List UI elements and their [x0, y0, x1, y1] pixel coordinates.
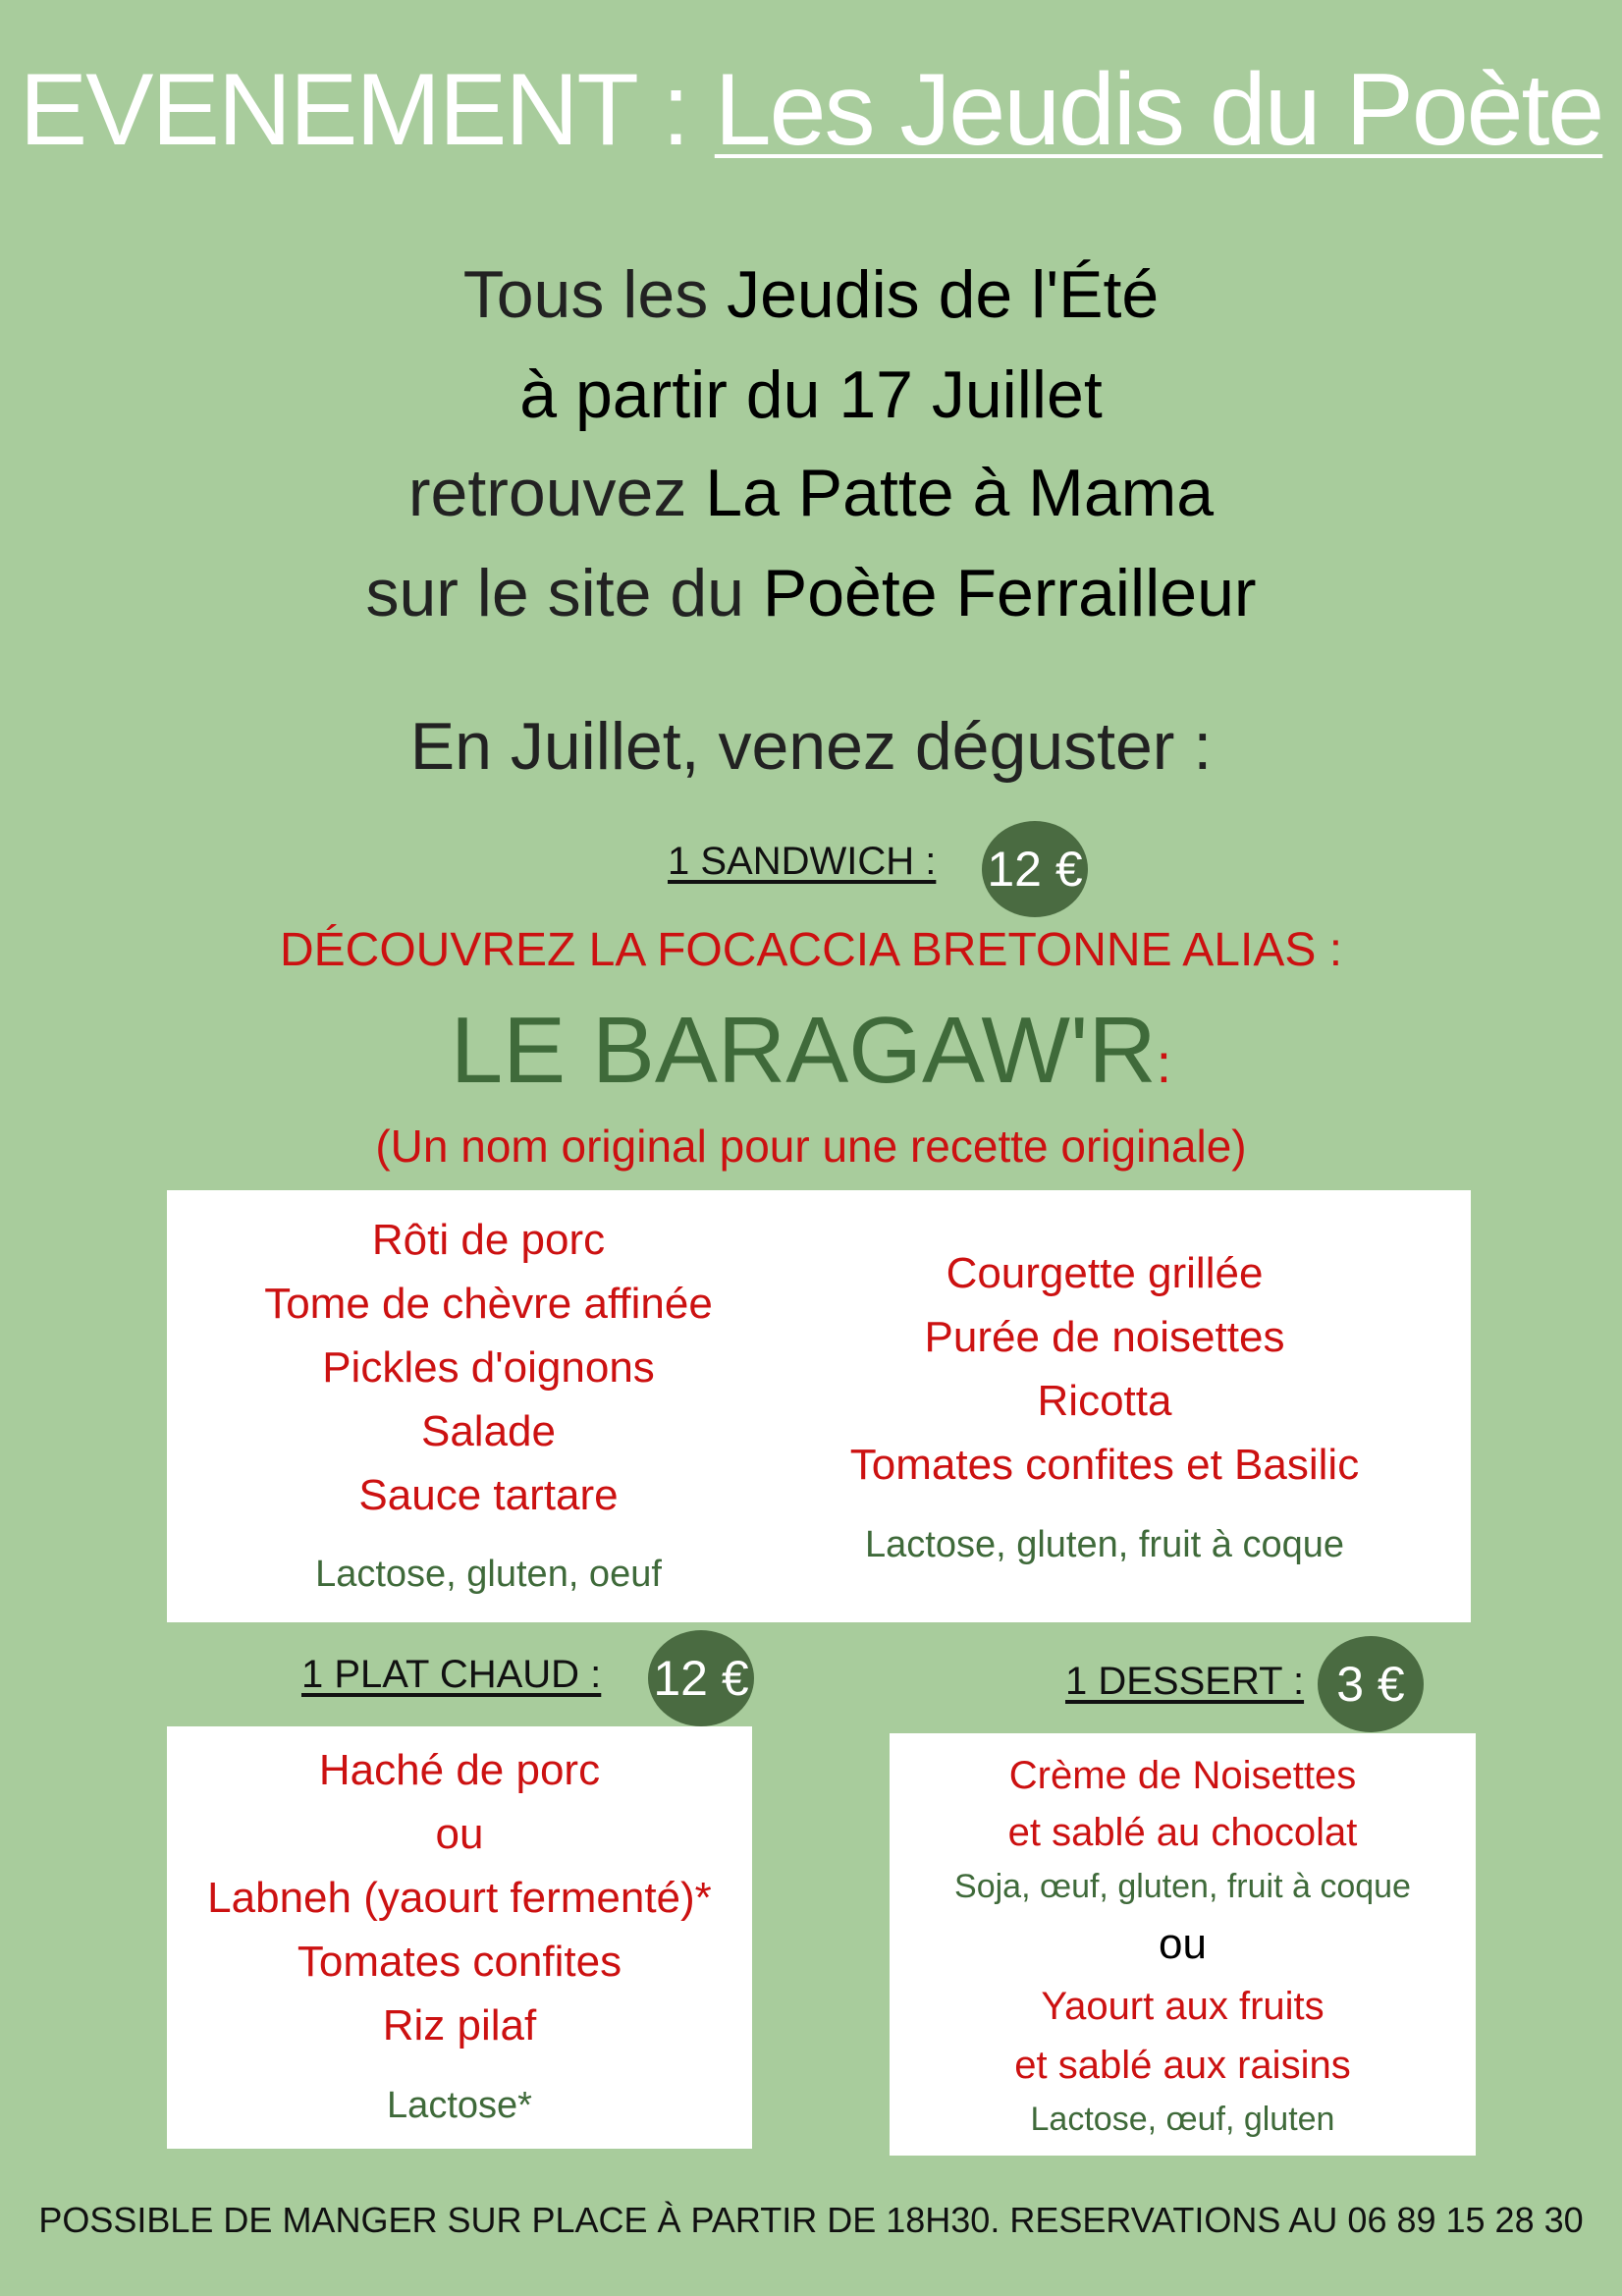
dessert-option-1-line-1: Crème de Noisettes: [1008, 1754, 1357, 1797]
dessert-option-2-line-1: Yaourt aux fruits: [1041, 1985, 1325, 2028]
dessert-option-2-allergens: Lactose, œuf, gluten: [1030, 2101, 1335, 2138]
list-item: Tome de chèvre affinée: [264, 1280, 713, 1328]
sandwich-name: [0, 997, 1622, 1105]
sandwich-tagline: (Un nom original pour une recette originale): [375, 1121, 1247, 1172]
plat-label: 1 PLAT CHAUD :: [301, 1653, 602, 1696]
focaccia-promo: DÉCOUVREZ LA FOCACCIA BRETONNE ALIAS :: [279, 924, 1343, 976]
sandwich-name-colon: :: [1156, 1032, 1172, 1094]
sandwich-label: 1 SANDWICH :: [668, 840, 937, 883]
plat-price-badge: 12 €: [648, 1630, 754, 1726]
dessert-price-badge: 3 €: [1318, 1636, 1424, 1732]
list-item: Riz pilaf: [382, 2001, 537, 2050]
list-item: Salade: [420, 1407, 556, 1455]
intro-line-1-light: Tous les: [462, 257, 709, 332]
list-item: Labneh (yaourt fermenté)*: [207, 1874, 712, 1922]
list-item: Tomates confites: [297, 1938, 622, 1986]
sandwich-right-list: [810, 1241, 1399, 1497]
intro-line-3-bold: La Patte à Mama: [705, 456, 1215, 530]
list-item: Haché de porc: [318, 1746, 601, 1794]
list-item: ou: [435, 1810, 484, 1858]
sandwich-left-list: [167, 1208, 810, 1527]
dessert-panel: [890, 1733, 1476, 2156]
dessert-option-2-line-2: et sablé aux raisins: [1014, 2044, 1351, 2087]
sandwich-left-allergens: Lactose, gluten, oeuf: [315, 1554, 662, 1595]
list-item: Tomates confites et Basilic: [849, 1441, 1360, 1489]
plat-list: [167, 1738, 752, 2057]
list-item: Sauce tartare: [358, 1471, 619, 1519]
list-item: Purée de noisettes: [924, 1313, 1285, 1361]
intro-line-4-light: sur le site du: [365, 556, 744, 630]
list-item: Ricotta: [1037, 1377, 1172, 1425]
sandwich-name-text: LE BARAGAW'R: [450, 998, 1157, 1103]
dessert-or: ou: [1159, 1920, 1207, 1968]
intro-line-1-bold: Jeudis de l'Été: [727, 257, 1160, 332]
intro-line-4-bold: Poète Ferrailleur: [762, 556, 1257, 630]
page-title: [0, 51, 1622, 169]
dessert-options: [890, 1747, 1476, 2144]
event-label: EVENEMENT :: [19, 53, 688, 167]
footer-note: POSSIBLE DE MANGER SUR PLACE À PARTIR DE 18H30. RESERVATIONS AU 06 89 15 28 30: [38, 2200, 1584, 2240]
intro-line-4: [0, 544, 1622, 642]
intro-line-1: [0, 246, 1622, 344]
intro-line-3-light: retrouvez: [407, 456, 687, 530]
intro-line-2-text: à partir du 17 Juillet: [519, 357, 1103, 432]
dessert-option-1-line-2: et sablé au chocolat: [1007, 1811, 1358, 1854]
dessert-option-1-allergens: Soja, œuf, gluten, fruit à coque: [954, 1868, 1411, 1905]
tasting-line: En Juillet, venez déguster :: [409, 709, 1213, 784]
dessert-label: 1 DESSERT :: [1065, 1660, 1305, 1703]
plat-panel: [167, 1726, 752, 2149]
list-item: Pickles d'oignons: [322, 1343, 655, 1392]
intro-line-3: [0, 444, 1622, 542]
intro-line-2: [0, 346, 1622, 444]
plat-allergens: Lactose*: [387, 2085, 532, 2126]
event-name: Les Jeudis du Poète: [714, 53, 1603, 167]
sandwich-right-allergens: Lactose, gluten, fruit à coque: [865, 1524, 1344, 1565]
list-item: Rôti de porc: [371, 1216, 606, 1264]
sandwich-panel: [167, 1190, 1471, 1622]
list-item: Courgette grillée: [946, 1249, 1264, 1297]
sandwich-price-badge: 12 €: [982, 821, 1088, 917]
